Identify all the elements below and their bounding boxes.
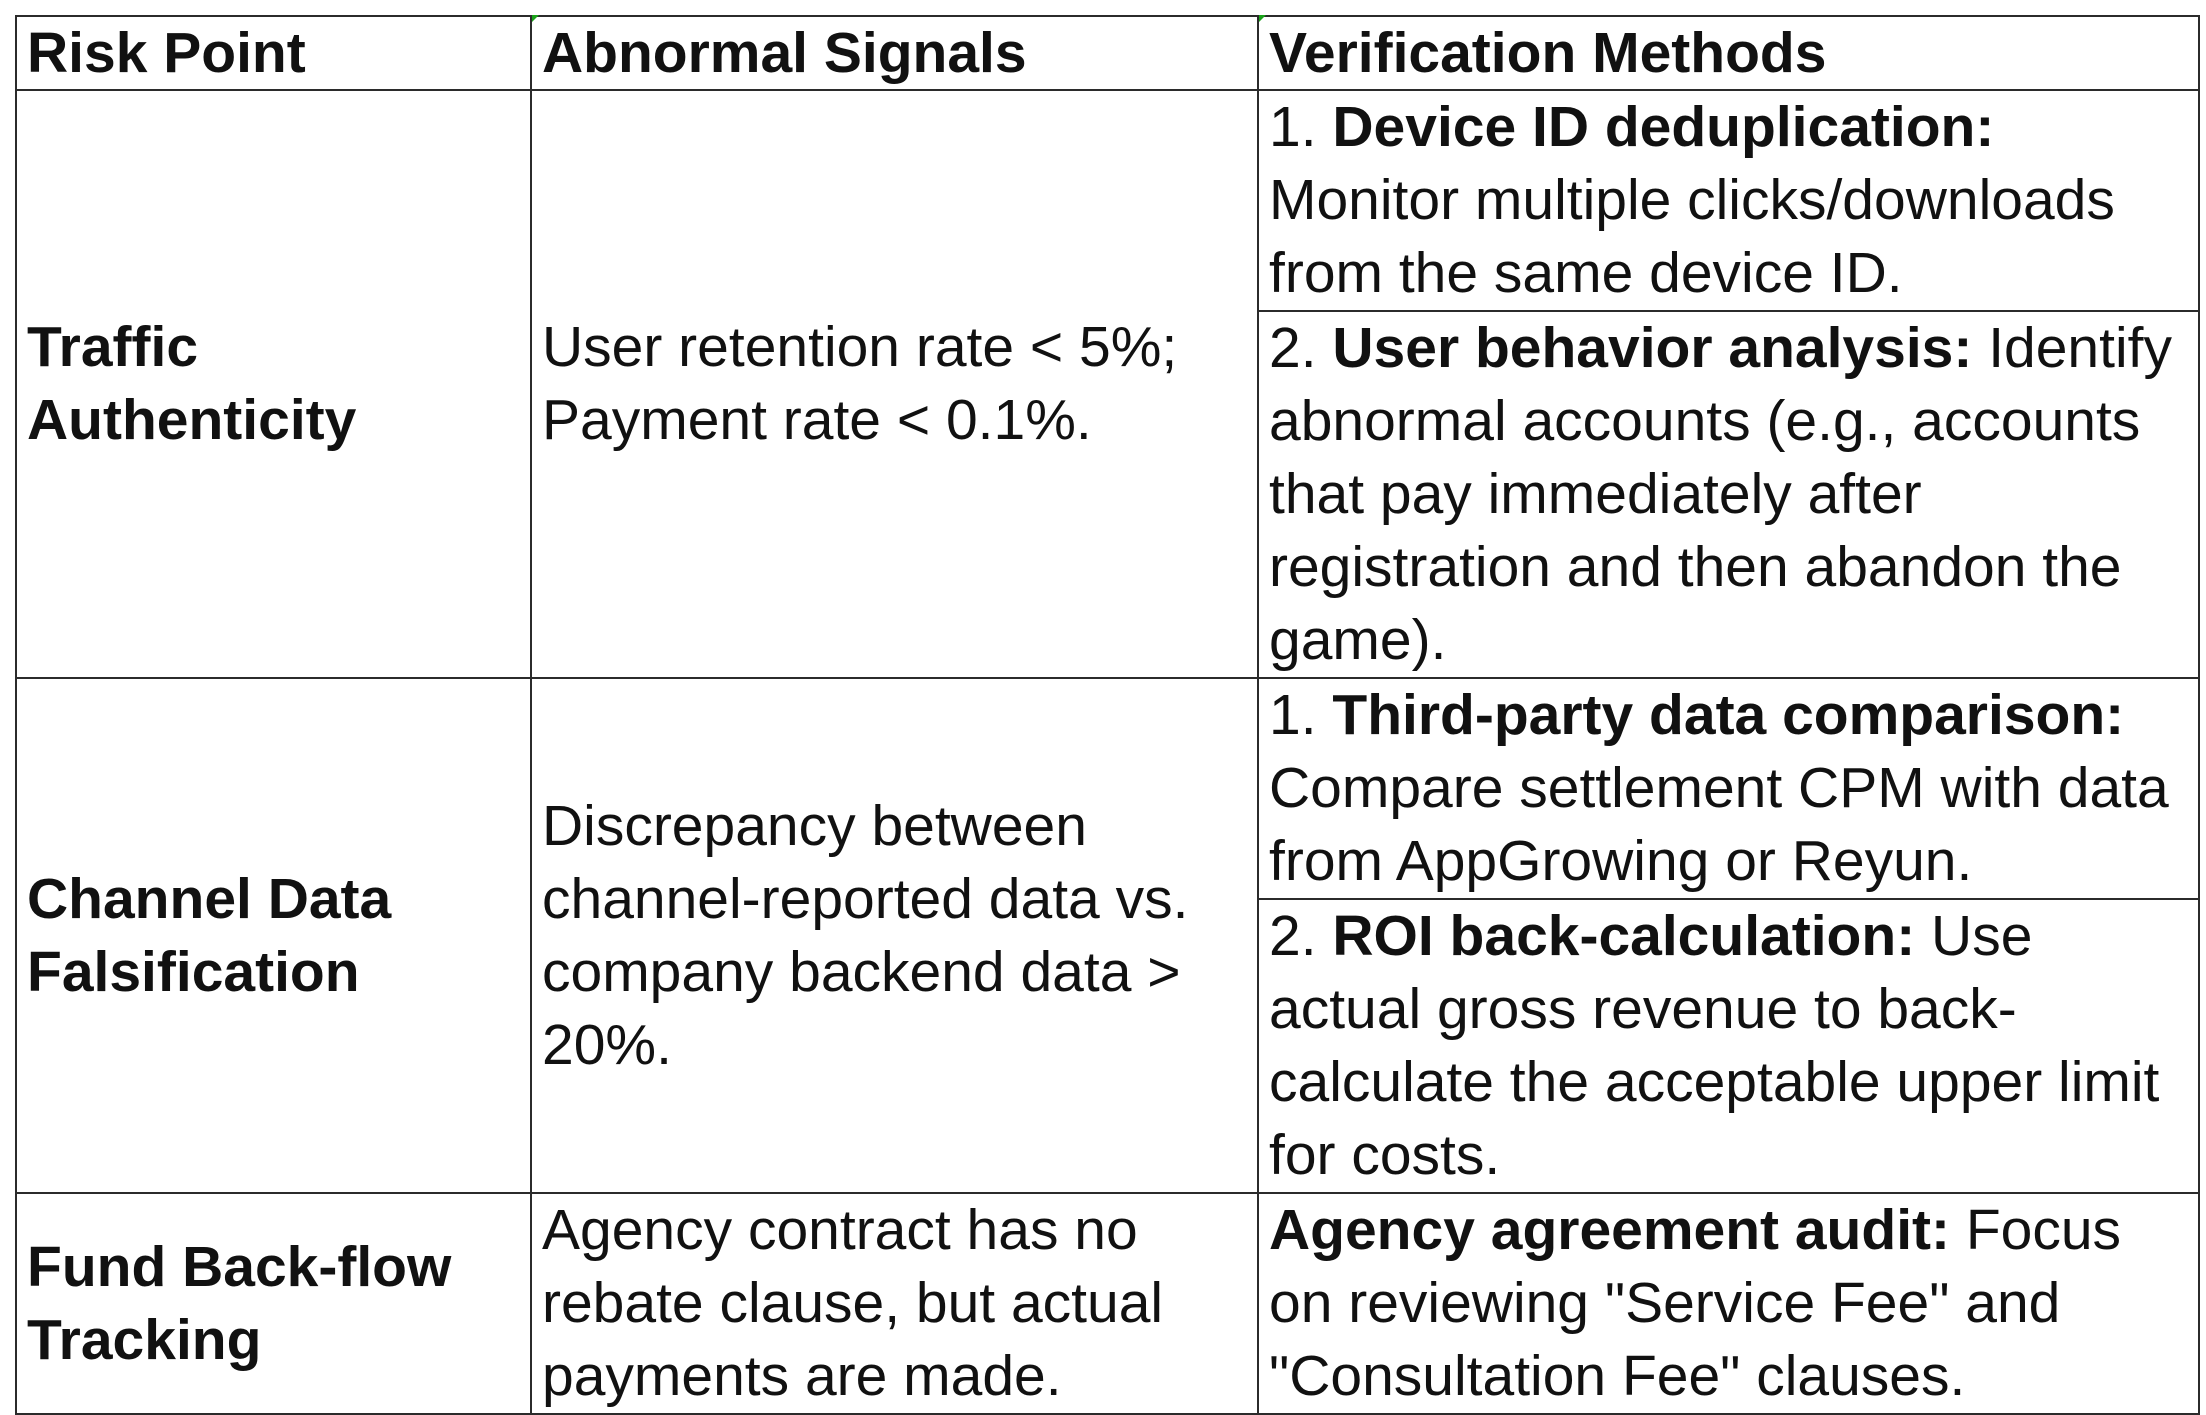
abnormal-signals-cell bbox=[531, 1193, 1258, 1414]
method-prefix: 1. bbox=[1269, 683, 1333, 747]
risk-table bbox=[15, 15, 2200, 1415]
cell-marker bbox=[532, 15, 539, 22]
risk-point-line: Traffic bbox=[27, 315, 199, 379]
risk-point-line: Fund Back-flow bbox=[27, 1234, 452, 1299]
risk-point-cell bbox=[16, 90, 531, 678]
method-cell bbox=[1258, 1193, 2199, 1414]
abnormal-signals-text: User retention rate < 5%; Payment rate < 0.1%. bbox=[542, 315, 1178, 452]
risk-point-line: Tracking bbox=[27, 1307, 262, 1372]
method-label: User behavior analysis: bbox=[1332, 316, 1973, 380]
risk-point-line: Channel Data bbox=[27, 866, 392, 931]
risk-point-line: Falsification bbox=[27, 939, 360, 1004]
risk-point-cell bbox=[16, 678, 531, 1193]
method-cell bbox=[1258, 899, 2199, 1193]
method-label: ROI back-calculation: bbox=[1332, 904, 1916, 968]
method-prefix: 2. bbox=[1269, 316, 1333, 380]
table-row bbox=[16, 678, 2199, 899]
abnormal-signals-text: Agency contract has no rebate clause, but actual payments are made. bbox=[542, 1198, 1164, 1408]
method-text: Focus on reviewing "Service Fee" and "Consultation Fee" clauses. bbox=[1269, 1198, 2122, 1408]
table-row bbox=[16, 1193, 2199, 1414]
method-prefix: 1. bbox=[1269, 95, 1333, 159]
method-cell bbox=[1258, 678, 2199, 899]
risk-point-cell bbox=[16, 1193, 531, 1414]
method-cell bbox=[1258, 90, 2199, 311]
header-risk-point: Risk Point bbox=[16, 16, 531, 90]
method-label: Device ID deduplication: bbox=[1332, 95, 1995, 159]
method-prefix: 2. bbox=[1269, 904, 1333, 968]
abnormal-signals-cell bbox=[531, 678, 1258, 1193]
method-cell bbox=[1258, 311, 2199, 678]
risk-table-sheet bbox=[15, 15, 2198, 1408]
abnormal-signals-text: Discrepancy between channel-reported data vs. company backend data > 20%. bbox=[542, 793, 1189, 1077]
abnormal-signals-cell bbox=[531, 90, 1258, 678]
header-abnormal-signals: Abnormal Signals bbox=[531, 16, 1258, 90]
risk-point-line: Authenticity bbox=[27, 388, 357, 452]
cell-marker bbox=[1259, 15, 1266, 22]
method-text: Identify abnormal accounts (e.g., accounts that pay immediately after registration and then abandon the game). bbox=[1269, 316, 2172, 672]
table-row bbox=[16, 90, 2199, 311]
header-verification-methods: Verification Methods bbox=[1258, 16, 2199, 90]
method-text: Compare settlement CPM with data from AppGrowing or Reyun. bbox=[1269, 756, 2169, 893]
method-text: Monitor multiple clicks/downloads from the same device ID. bbox=[1269, 168, 2115, 305]
method-text: Use actual gross revenue to back-calculate the acceptable upper limit for costs. bbox=[1269, 904, 2160, 1187]
header-row bbox=[16, 16, 2199, 90]
method-label: Third-party data comparison: bbox=[1332, 683, 2125, 747]
method-label: Agency agreement audit: bbox=[1269, 1198, 1950, 1262]
